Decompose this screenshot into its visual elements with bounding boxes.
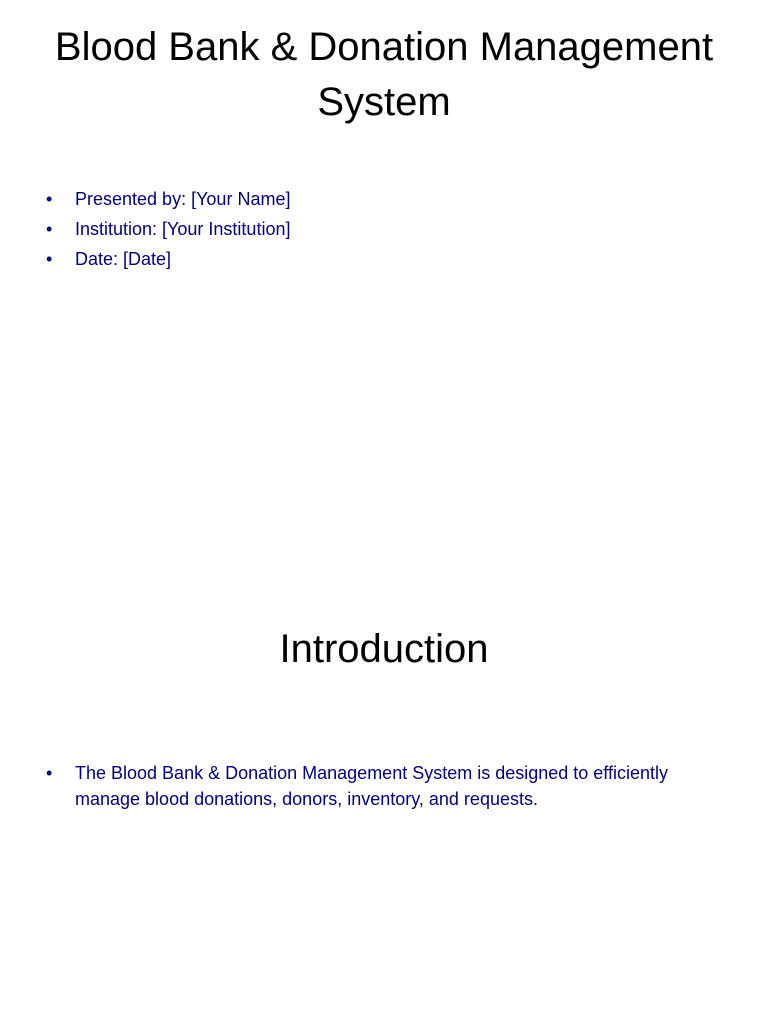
bullet-item-description [44, 760, 734, 812]
bullet-text: Institution: [Your Institution] [75, 219, 291, 239]
bullet-dot-icon: • [46, 249, 53, 269]
bullet-dot-icon: • [46, 219, 53, 239]
bullet-list [44, 184, 734, 274]
bullet-list [44, 760, 734, 812]
bullet-dot-icon: • [46, 763, 53, 783]
bullet-item-institution [44, 214, 734, 244]
bullet-dot-icon: • [46, 189, 53, 209]
slide-introduction [0, 512, 768, 1024]
bullet-text: Presented by: [Your Name] [75, 189, 291, 209]
bullet-item-presenter [44, 184, 734, 214]
slide-title: Introduction [279, 627, 489, 671]
bullet-text: The Blood Bank & Donation Management System is designed to efficiently manage blood donations, donors, inventory, and requests. [75, 763, 669, 809]
slide-title: Blood Bank & Donation Management System [54, 25, 714, 124]
bullet-text: Date: [Date] [75, 249, 172, 269]
bullet-item-date [44, 244, 734, 274]
